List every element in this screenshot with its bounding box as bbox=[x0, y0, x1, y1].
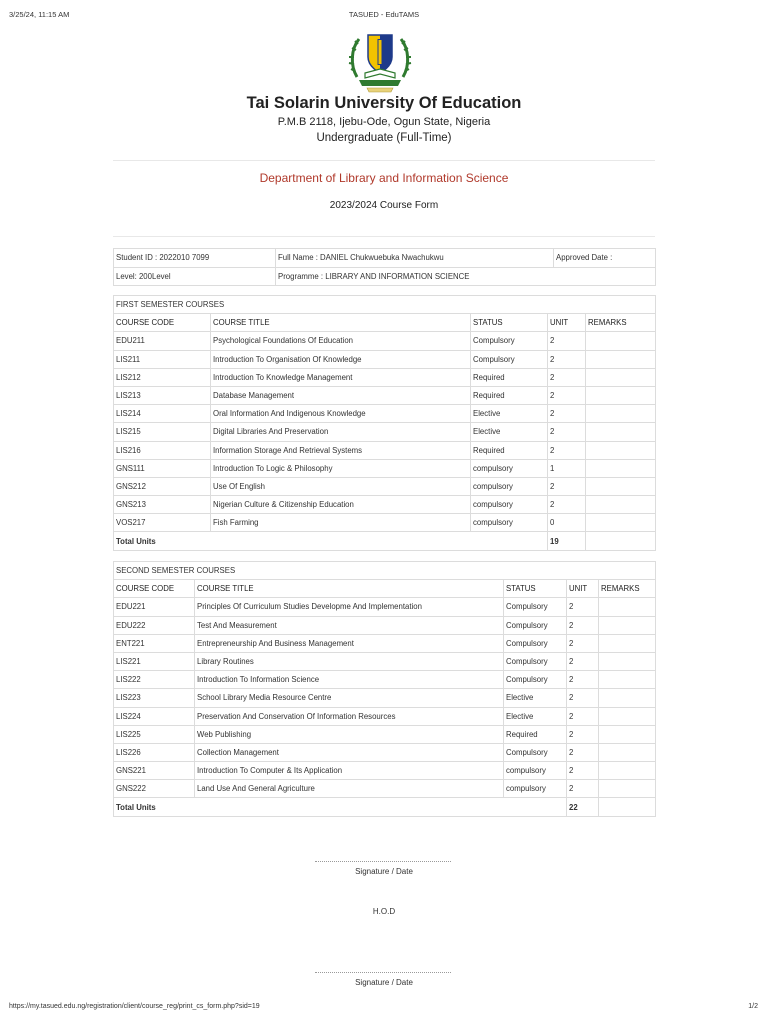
course-status: Compulsory bbox=[504, 616, 567, 634]
divider bbox=[113, 236, 655, 237]
course-title: Introduction To Knowledge Management bbox=[211, 368, 471, 386]
course-unit: 2 bbox=[548, 477, 586, 495]
course-status: Compulsory bbox=[504, 634, 567, 652]
course-unit: 0 bbox=[548, 514, 586, 532]
course-unit: 2 bbox=[567, 598, 599, 616]
first-semester-rows bbox=[114, 332, 656, 532]
page-number: 1/2 bbox=[748, 1003, 758, 1010]
course-status: Required bbox=[471, 386, 548, 404]
table-row bbox=[114, 386, 656, 404]
course-code: LIS221 bbox=[114, 652, 195, 670]
course-title: Preservation And Conservation Of Information Resources bbox=[195, 707, 504, 725]
course-remarks bbox=[599, 780, 656, 798]
course-unit: 2 bbox=[567, 652, 599, 670]
table-row bbox=[114, 671, 656, 689]
table-row bbox=[114, 368, 656, 386]
programme-type: Undergraduate (Full-Time) bbox=[316, 132, 452, 144]
course-remarks bbox=[599, 707, 656, 725]
course-unit: 2 bbox=[567, 689, 599, 707]
col-header-course-code: COURSE CODE bbox=[114, 580, 195, 598]
table-row bbox=[114, 423, 656, 441]
second-semester-table bbox=[113, 561, 656, 817]
print-header bbox=[0, 10, 768, 22]
col-header-status: STATUS bbox=[471, 314, 548, 332]
student-info-row bbox=[114, 249, 656, 268]
course-code: LIS211 bbox=[114, 350, 211, 368]
course-status: Compulsory bbox=[504, 743, 567, 761]
course-remarks bbox=[586, 368, 656, 386]
course-remarks bbox=[599, 634, 656, 652]
table-row bbox=[114, 762, 656, 780]
course-status: Compulsory bbox=[504, 598, 567, 616]
course-status: Compulsory bbox=[471, 332, 548, 350]
course-remarks bbox=[586, 441, 656, 459]
course-code: LIS226 bbox=[114, 743, 195, 761]
course-title: School Library Media Resource Centre bbox=[195, 689, 504, 707]
approved-date: Approved Date : bbox=[554, 249, 656, 268]
student-level: Level: 200Level bbox=[114, 267, 276, 286]
table-row bbox=[114, 743, 656, 761]
first-semester-table bbox=[113, 295, 656, 551]
course-title: Entrepreneurship And Business Management bbox=[195, 634, 504, 652]
course-title: Use Of English bbox=[211, 477, 471, 495]
course-status: Compulsory bbox=[504, 671, 567, 689]
col-header-course-title: COURSE TITLE bbox=[195, 580, 504, 598]
course-remarks bbox=[586, 405, 656, 423]
university-address: P.M.B 2118, Ijebu-Ode, Ogun State, Nigeria bbox=[277, 116, 491, 128]
col-header-remarks: REMARKS bbox=[586, 314, 656, 332]
course-remarks bbox=[586, 423, 656, 441]
hod-label: H.O.D bbox=[372, 907, 396, 916]
course-unit: 2 bbox=[567, 780, 599, 798]
course-code: LIS222 bbox=[114, 671, 195, 689]
course-unit: 1 bbox=[548, 459, 586, 477]
col-header-unit: UNIT bbox=[567, 580, 599, 598]
table-row bbox=[114, 459, 656, 477]
course-code: EDU221 bbox=[114, 598, 195, 616]
course-title: Fish Farming bbox=[211, 514, 471, 532]
course-code: EDU211 bbox=[114, 332, 211, 350]
table-row bbox=[114, 780, 656, 798]
course-status: Compulsory bbox=[504, 652, 567, 670]
table-row bbox=[114, 598, 656, 616]
table-row bbox=[114, 441, 656, 459]
course-title: Psychological Foundations Of Education bbox=[211, 332, 471, 350]
course-code: GNS213 bbox=[114, 496, 211, 514]
signature-date-label: Signature / Date bbox=[355, 867, 413, 876]
table-row bbox=[114, 616, 656, 634]
table-header-row bbox=[114, 580, 656, 598]
course-status: Required bbox=[471, 441, 548, 459]
total-units-label: Total Units bbox=[114, 798, 567, 816]
course-status: Elective bbox=[471, 405, 548, 423]
table-row bbox=[114, 689, 656, 707]
course-title: Land Use And General Agriculture bbox=[195, 780, 504, 798]
course-status: compulsory bbox=[471, 459, 548, 477]
total-units-value: 19 bbox=[548, 532, 586, 550]
print-url: https://my.tasued.edu.ng/registration/client/course_reg/print_cs_form.php?sid=19 bbox=[9, 1003, 260, 1010]
course-remarks bbox=[599, 671, 656, 689]
university-crest-icon bbox=[347, 31, 413, 93]
course-unit: 2 bbox=[567, 762, 599, 780]
student-info-row bbox=[114, 267, 656, 286]
course-status: compulsory bbox=[504, 762, 567, 780]
total-units-label: Total Units bbox=[114, 532, 548, 550]
course-code: LIS213 bbox=[114, 386, 211, 404]
course-code: GNS212 bbox=[114, 477, 211, 495]
course-unit: 2 bbox=[567, 634, 599, 652]
course-unit: 2 bbox=[548, 350, 586, 368]
course-title: Introduction To Computer & Its Application bbox=[195, 762, 504, 780]
course-code: LIS215 bbox=[114, 423, 211, 441]
course-status: Compulsory bbox=[471, 350, 548, 368]
course-remarks bbox=[586, 386, 656, 404]
course-title: Digital Libraries And Preservation bbox=[211, 423, 471, 441]
course-unit: 2 bbox=[548, 441, 586, 459]
course-unit: 2 bbox=[567, 616, 599, 634]
table-row bbox=[114, 634, 656, 652]
course-title: Oral Information And Indigenous Knowledge bbox=[211, 405, 471, 423]
total-units-row bbox=[114, 532, 656, 550]
course-code: LIS223 bbox=[114, 689, 195, 707]
signature-date-label: Signature / Date bbox=[355, 978, 413, 987]
course-remarks bbox=[586, 332, 656, 350]
divider bbox=[113, 160, 655, 161]
course-code: GNS221 bbox=[114, 762, 195, 780]
course-status: Elective bbox=[471, 423, 548, 441]
course-remarks bbox=[599, 743, 656, 761]
course-code: LIS216 bbox=[114, 441, 211, 459]
course-remarks bbox=[599, 762, 656, 780]
course-status: compulsory bbox=[471, 496, 548, 514]
table-row bbox=[114, 477, 656, 495]
course-status: Required bbox=[471, 368, 548, 386]
total-units-row bbox=[114, 798, 656, 816]
course-remarks bbox=[586, 496, 656, 514]
course-remarks bbox=[586, 477, 656, 495]
course-unit: 2 bbox=[548, 405, 586, 423]
course-code: VOS217 bbox=[114, 514, 211, 532]
course-code: LIS214 bbox=[114, 405, 211, 423]
course-code: LIS212 bbox=[114, 368, 211, 386]
student-full-name: Full Name : DANIEL Chukwuebuka Nwachukwu bbox=[276, 249, 554, 268]
student-programme: Programme : LIBRARY AND INFORMATION SCIENCE bbox=[276, 267, 656, 286]
table-row bbox=[114, 514, 656, 532]
section-title-row bbox=[114, 562, 656, 580]
course-code: EDU222 bbox=[114, 616, 195, 634]
course-remarks bbox=[599, 725, 656, 743]
course-unit: 2 bbox=[567, 743, 599, 761]
course-code: GNS111 bbox=[114, 459, 211, 477]
col-header-course-title: COURSE TITLE bbox=[211, 314, 471, 332]
course-title: Test And Measurement bbox=[195, 616, 504, 634]
course-unit: 2 bbox=[567, 671, 599, 689]
course-title: Information Storage And Retrieval Systems bbox=[211, 441, 471, 459]
table-row bbox=[114, 405, 656, 423]
table-row bbox=[114, 652, 656, 670]
course-remarks bbox=[586, 350, 656, 368]
col-header-course-code: COURSE CODE bbox=[114, 314, 211, 332]
table-row bbox=[114, 725, 656, 743]
course-remarks bbox=[599, 598, 656, 616]
course-unit: 2 bbox=[567, 707, 599, 725]
course-title: Introduction To Logic & Philosophy bbox=[211, 459, 471, 477]
course-title: Introduction To Organisation Of Knowledge bbox=[211, 350, 471, 368]
print-page-title: TASUED - EduTAMS bbox=[348, 10, 420, 19]
table-row bbox=[114, 496, 656, 514]
course-remarks bbox=[599, 689, 656, 707]
course-status: Elective bbox=[504, 689, 567, 707]
table-row bbox=[114, 350, 656, 368]
col-header-remarks: REMARKS bbox=[599, 580, 656, 598]
department-name: Department of Library and Information Science bbox=[259, 171, 509, 185]
course-title: Introduction To Information Science bbox=[195, 671, 504, 689]
student-id: Student ID : 2022010 7099 bbox=[114, 249, 276, 268]
table-row bbox=[114, 707, 656, 725]
print-date: 3/25/24, 11:15 AM bbox=[9, 10, 70, 19]
course-code: LIS224 bbox=[114, 707, 195, 725]
course-code: LIS225 bbox=[114, 725, 195, 743]
course-code: GNS222 bbox=[114, 780, 195, 798]
course-unit: 2 bbox=[548, 496, 586, 514]
signature-line bbox=[315, 861, 451, 862]
course-remarks bbox=[586, 514, 656, 532]
course-title: Database Management bbox=[211, 386, 471, 404]
course-remarks bbox=[586, 459, 656, 477]
total-units-value: 22 bbox=[567, 798, 599, 816]
course-title: Web Publishing bbox=[195, 725, 504, 743]
total-remarks bbox=[599, 798, 656, 816]
course-code: ENT221 bbox=[114, 634, 195, 652]
total-remarks bbox=[586, 532, 656, 550]
course-unit: 2 bbox=[548, 423, 586, 441]
col-header-status: STATUS bbox=[504, 580, 567, 598]
table-header-row bbox=[114, 314, 656, 332]
signature-line bbox=[315, 972, 451, 973]
course-status: compulsory bbox=[504, 780, 567, 798]
table-row bbox=[114, 332, 656, 350]
first-semester-title: FIRST SEMESTER COURSES bbox=[114, 296, 656, 314]
course-status: Elective bbox=[504, 707, 567, 725]
course-unit: 2 bbox=[567, 725, 599, 743]
second-semester-rows bbox=[114, 598, 656, 798]
course-unit: 2 bbox=[548, 386, 586, 404]
course-title: Collection Management bbox=[195, 743, 504, 761]
print-footer bbox=[0, 1003, 768, 1015]
course-title: Principles Of Curriculum Studies Developme And Implementation bbox=[195, 598, 504, 616]
second-semester-title: SECOND SEMESTER COURSES bbox=[114, 562, 656, 580]
course-remarks bbox=[599, 616, 656, 634]
course-title: Nigerian Culture & Citizenship Education bbox=[211, 496, 471, 514]
course-remarks bbox=[599, 652, 656, 670]
course-title: Library Routines bbox=[195, 652, 504, 670]
form-title: 2023/2024 Course Form bbox=[329, 200, 439, 211]
course-status: compulsory bbox=[471, 514, 548, 532]
section-title-row bbox=[114, 296, 656, 314]
student-info-table bbox=[113, 248, 656, 286]
course-unit: 2 bbox=[548, 332, 586, 350]
course-unit: 2 bbox=[548, 368, 586, 386]
course-status: Required bbox=[504, 725, 567, 743]
course-status: compulsory bbox=[471, 477, 548, 495]
col-header-unit: UNIT bbox=[548, 314, 586, 332]
university-name: Tai Solarin University Of Education bbox=[246, 94, 522, 112]
